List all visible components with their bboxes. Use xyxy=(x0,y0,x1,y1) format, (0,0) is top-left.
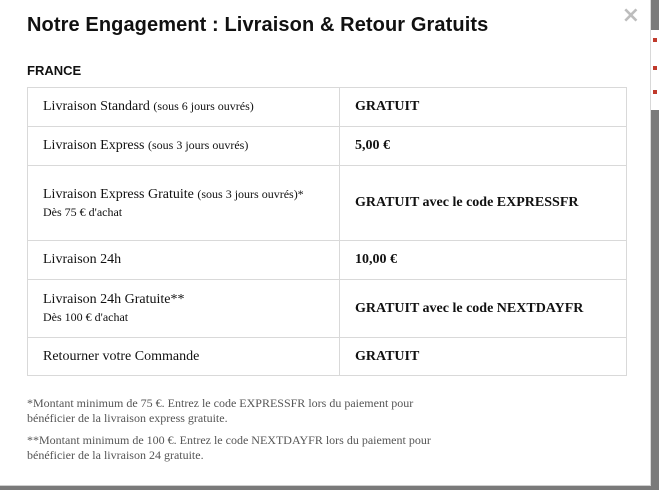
table-row xyxy=(28,280,627,338)
shipping-option-note: Dès 100 € d'achat xyxy=(43,310,129,324)
shipping-option-cell xyxy=(28,338,340,376)
shipping-option-cell xyxy=(28,127,340,166)
shipping-option-cell xyxy=(28,166,340,241)
background-mark xyxy=(653,90,657,94)
close-icon[interactable]: × xyxy=(621,3,640,28)
footnote-nextday: **Montant minimum de 100 €. Entrez le code NEXTDAYFR lors du paiement pour bénéficier de la livraison 24 gratuite. xyxy=(27,433,431,462)
background-mark xyxy=(653,66,657,70)
shipping-option-label: Livraison 24h xyxy=(43,252,122,267)
shipping-option-note: Dès 75 € d'achat xyxy=(43,204,123,219)
shipping-option-cell xyxy=(28,280,340,338)
shipping-rates-table xyxy=(27,87,627,376)
table-row xyxy=(28,127,627,166)
footnotes xyxy=(27,396,457,470)
table-row xyxy=(28,166,627,241)
shipping-option-label: Retourner votre Commande xyxy=(43,348,200,364)
modal-title: Notre Engagement : Livraison & Retour Gratuits xyxy=(27,14,489,36)
shipping-price: GRATUIT xyxy=(340,88,627,127)
table-row xyxy=(28,241,627,280)
background-mark xyxy=(653,38,657,42)
shipping-price: 10,00 € xyxy=(340,241,627,280)
background-page-strip xyxy=(651,30,659,110)
shipping-price: GRATUIT avec le code EXPRESSFR xyxy=(340,166,627,241)
shipping-option-cell xyxy=(28,241,340,280)
shipping-option-cell xyxy=(28,88,340,127)
shipping-option-detail: (sous 6 jours ouvrés) xyxy=(153,99,254,113)
shipping-price: GRATUIT avec le code NEXTDAYFR xyxy=(340,280,627,338)
shipping-option-detail: (sous 3 jours ouvrés)* xyxy=(197,186,304,201)
shipping-price: GRATUIT xyxy=(340,338,627,376)
footnote-express: *Montant minimum de 75 €. Entrez le code EXPRESSFR lors du paiement pour bénéficier de la livraison express gratuite. xyxy=(27,396,414,425)
table-row xyxy=(28,88,627,127)
shipping-option-label: Livraison Standard xyxy=(43,99,150,114)
shipping-option-label: Livraison Express Gratuite xyxy=(43,186,194,202)
shipping-option-detail: (sous 3 jours ouvrés) xyxy=(147,138,249,152)
table-row xyxy=(28,338,627,376)
shipping-price: 5,00 € xyxy=(340,127,627,166)
country-heading: FRANCE xyxy=(27,63,82,78)
shipping-option-label: Livraison Express xyxy=(43,138,145,153)
shipping-option-label: Livraison 24h Gratuite** xyxy=(43,292,185,307)
